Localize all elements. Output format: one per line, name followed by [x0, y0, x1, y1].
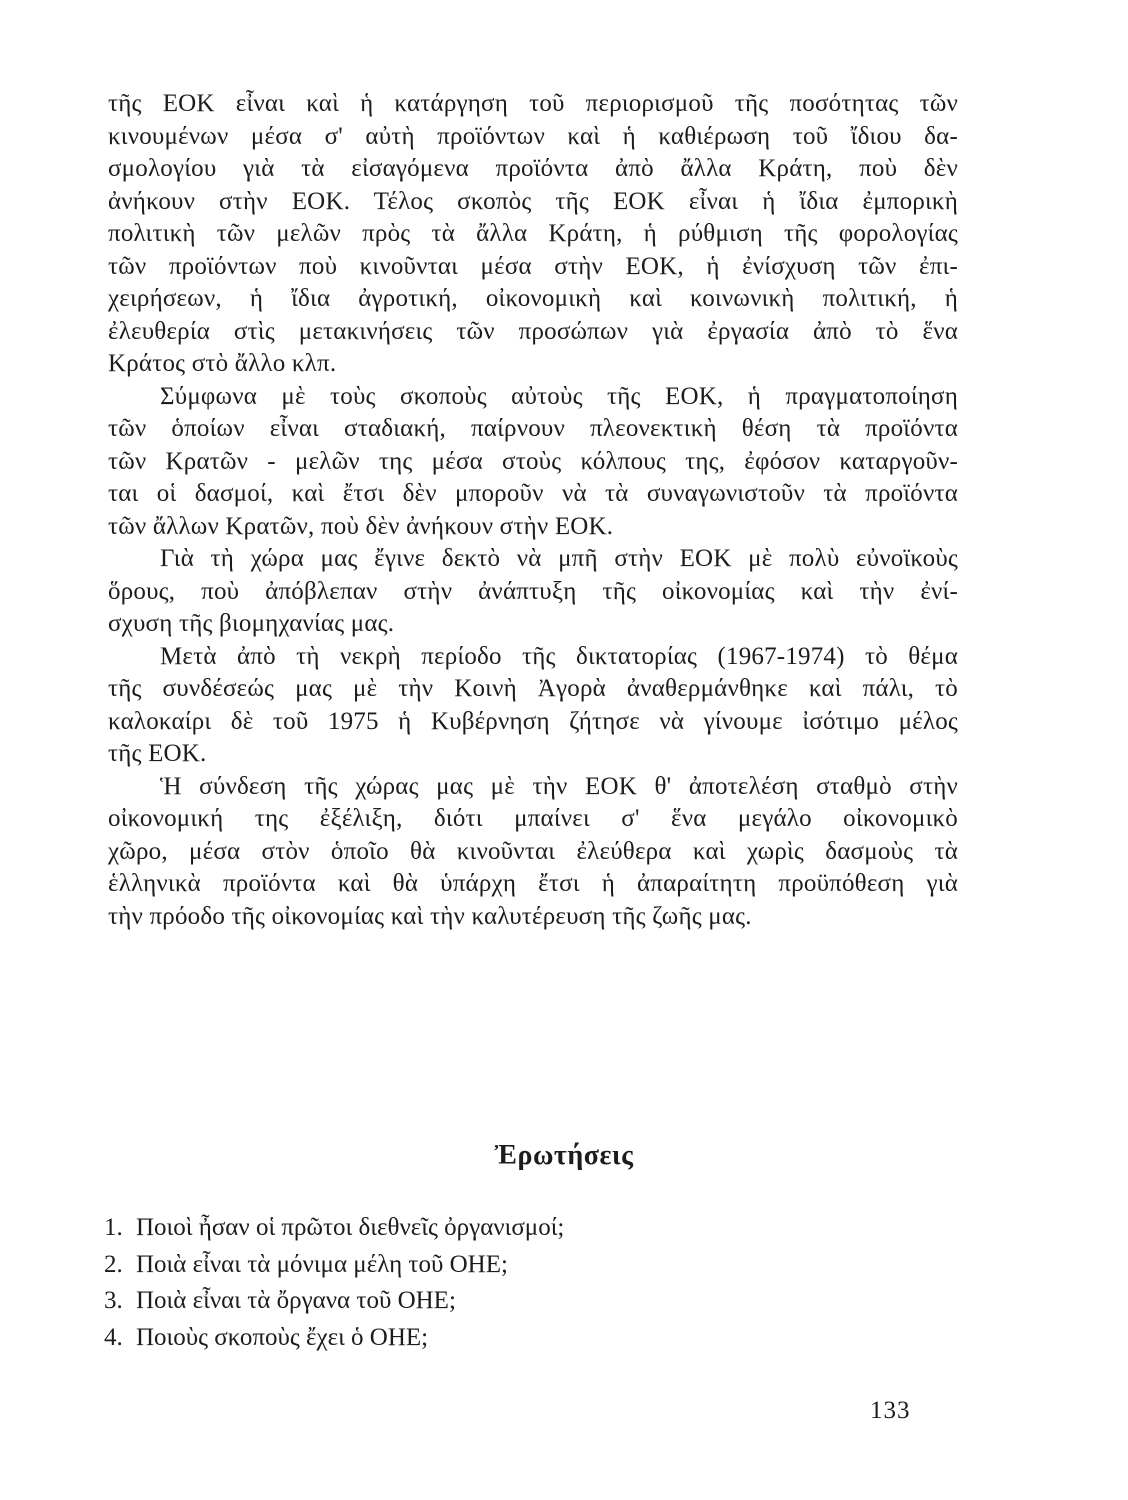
- text-line: σμολογίου γιὰ τὰ εἰσαγόμενα προϊόντα ἀπὸ ἄλλα Κράτη, ποὺ δὲν: [108, 155, 958, 182]
- text-line: Σύμφωνα μὲ τοὺς σκοποὺς αὐτοὺς τῆς ΕΟΚ, ἡ πραγματοποίηση: [160, 382, 958, 410]
- question-text: Ποιὰ εἶναι τὰ ὄργανα τοῦ ΟΗΕ;: [136, 1287, 456, 1314]
- text-line: πολιτικὴ τῶν μελῶν πρὸς τὰ ἄλλα Κράτη, ἡ ρύθμιση τῆς φορολογίας: [108, 220, 958, 247]
- text-line: τῶν Κρατῶν - μελῶν της μέσα στοὺς κόλπους της, ἐφόσον καταργοῦν-: [108, 447, 958, 475]
- text-line: χῶρο, μέσα στὸν ὁποῖο θὰ κινοῦνται ἐλεύθερα καὶ χωρὶς δασμοὺς τὰ: [108, 837, 958, 865]
- question-item: [104, 1320, 804, 1357]
- text-line: Κράτος στὸ ἄλλο κλπ.: [108, 350, 337, 377]
- body-text: [108, 88, 958, 933]
- page-number: 133: [870, 1397, 911, 1424]
- text-line: χειρήσεων, ἡ ἴδια ἀγροτική, οἰκονομικὴ καὶ κοινωνικὴ πολιτική, ἡ: [108, 285, 958, 312]
- text-line: τῆς ΕΟΚ.: [108, 740, 207, 767]
- text-line: σχυση τῆς βιομηχανίας μας.: [108, 610, 395, 637]
- text-line: τῶν ὁποίων εἶναι σταδιακή, παίρνουν πλεονεκτικὴ θέση τὰ προϊόντα: [108, 415, 958, 442]
- question-number: 4.: [104, 1323, 123, 1351]
- text-line: Μετὰ ἀπὸ τὴ νεκρὴ περίοδο τῆς δικτατορίας (1967-1974) τὸ θέμα: [160, 642, 958, 670]
- questions-list: [104, 1210, 804, 1356]
- paragraph-2: [108, 381, 958, 544]
- text-line: ἀνήκουν στὴν ΕΟΚ. Τέλος σκοπὸς τῆς ΕΟΚ εἶναι ἡ ἴδια ἐμπορικὴ: [108, 187, 958, 215]
- text-line: ἐλευθερία στὶς μετακινήσεις τῶν προσώπων γιὰ ἐργασία ἀπὸ τὸ ἕνα: [108, 317, 958, 345]
- text-line: τῆς συνδέσεώς μας μὲ τὴν Κοινὴ Ἀγορὰ ἀναθερμάνθηκε καὶ πάλι, τὸ: [108, 675, 958, 702]
- text-line: τῆς ΕΟΚ εἶναι καὶ ἡ κατάργηση τοῦ περιορισμοῦ τῆς ποσότητας τῶν: [108, 90, 958, 117]
- paragraph-5: [108, 771, 958, 934]
- text-line: κινουμένων μέσα σ' αὐτὴ προϊόντων καὶ ἡ καθιέρωση τοῦ ἴδιου δα-: [108, 122, 958, 150]
- text-line: τῶν προϊόντων ποὺ κινοῦνται μέσα στὴν ΕΟΚ, ἡ ἐνίσχυση τῶν ἐπι-: [108, 252, 958, 280]
- text-line: ται οἱ δασμοί, καὶ ἔτσι δὲν μποροῦν νὰ τὰ συναγωνιστοῦν τὰ προϊόντα: [108, 480, 958, 507]
- question-text: Ποιὰ εἶναι τὰ μόνιμα μέλη τοῦ ΟΗΕ;: [136, 1250, 508, 1278]
- question-item: [104, 1210, 804, 1247]
- text-line: οἰκονομική της ἐξέλιξη, διότι μπαίνει σ' ἕνα μεγάλο οἰκονομικὸ: [108, 805, 958, 832]
- question-number: 3.: [104, 1287, 123, 1314]
- text-line: ὅρους, ποὺ ἀπόβλεπαν στὴν ἀνάπτυξη τῆς οἰκονομίας καὶ τὴν ἐνί-: [108, 577, 958, 605]
- text-line: τὴν πρόοδο τῆς οἰκονομίας καὶ τὴν καλυτέρευση τῆς ζωῆς μας.: [108, 902, 752, 930]
- paragraph-1: [108, 88, 958, 381]
- question-number: 1.: [104, 1214, 123, 1241]
- paragraph-3: [108, 543, 958, 641]
- question-number: 2.: [104, 1250, 123, 1278]
- paragraph-4: [108, 641, 958, 771]
- question-text: Ποιοὺς σκοποὺς ἔχει ὁ ΟΗΕ;: [136, 1323, 429, 1351]
- questions-heading: Ἐρωτήσεις: [494, 1140, 634, 1171]
- text-line: Γιὰ τὴ χώρα μας ἔγινε δεκτὸ νὰ μπῆ στὴν ΕΟΚ μὲ πολὺ εὐνοϊκοὺς: [160, 545, 958, 572]
- text-line: καλοκαίρι δὲ τοῦ 1975 ἡ Κυβέρνηση ζήτησε νὰ γίνουμε ἰσότιμο μέλος: [108, 707, 958, 735]
- text-line: Ἡ σύνδεση τῆς χώρας μας μὲ τὴν ΕΟΚ θ' ἀποτελέση σταθμὸ στὴν: [160, 772, 958, 800]
- question-text: Ποιοὶ ἦσαν οἱ πρῶτοι διεθνεῖς ὀργανισμοί;: [136, 1214, 565, 1241]
- text-line: τῶν ἄλλων Κρατῶν, ποὺ δὲν ἀνήκουν στὴν ΕΟΚ.: [108, 512, 614, 540]
- question-item: [104, 1283, 804, 1320]
- question-item: [104, 1247, 804, 1284]
- text-line: ἑλληνικὰ προϊόντα καὶ θὰ ὑπάρχη ἔτσι ἡ ἀπαραίτητη προϋπόθεση γιὰ: [108, 870, 958, 897]
